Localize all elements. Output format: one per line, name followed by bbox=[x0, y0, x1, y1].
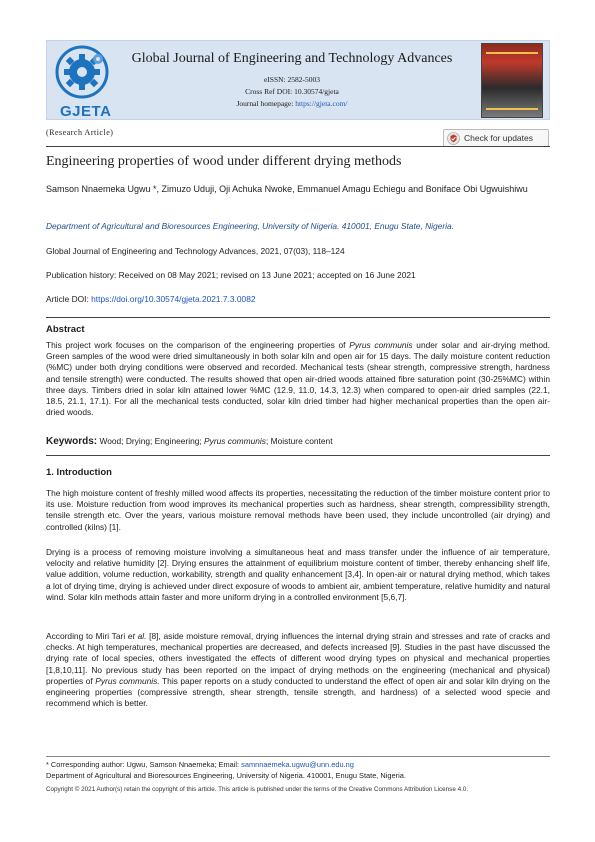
check-updates-icon bbox=[447, 132, 460, 145]
abstract-text: This project work focuses on the comparison of the engineering properties of Pyrus communis under solar and air-drying method. Green samples of the wood were dried simultaneously in both solar kiln and open air for 15 days. The daily moisture content reduction (%MC) under both drying conditions were observed and recorded. Mechanical tests (shear strength, compressive strength, hardness and tensile strength) were conducted. The results showed that open air-dried woods attained fibre saturation point (30-25%MC) within three days. Timbers dried in solar kiln attained lower %MC (12.9, 11.0, 14.3, 12.3) when compared to open-air dried samples (22.1, 18.5, 21.1, 17.1). For all the mechanical tests conducted, solar kiln dried timber had higher mechanical properties than the open air-dried woods. bbox=[46, 340, 550, 418]
journal-title: Global Journal of Engineering and Technology Advances bbox=[131, 51, 453, 66]
corresponding-author: * Corresponding author: Ugwu, Samson Nnaemeka; Email: samnnaemeka.ugwu@unn.edu.ng bbox=[46, 760, 354, 769]
journal-header bbox=[46, 40, 550, 120]
doi-label: Article DOI: bbox=[46, 294, 92, 304]
species-name: Pyrus communis bbox=[349, 340, 413, 350]
keywords: Keywords: Wood; Drying; Engineering; Pyrus communis; Moisture content bbox=[46, 436, 333, 447]
keywords-label: Keywords: bbox=[46, 436, 98, 447]
publication-history: Publication history: Received on 08 May 2021; revised on 13 June 2021; accepted on 16 June 2021 bbox=[46, 270, 416, 280]
cover-stripe bbox=[486, 108, 538, 110]
intro-paragraph-3: According to Miri Tari et al. [8], aside moisture removal, drying influences the internal drying strain and stresses and rate of cracks and checks. At high temperatures, mechanical properties are decreased, and defects increased [9]. Studies in the past have discussed the drying rate of local species, others investigated the effects of different wood drying types on physical and mechanical properties [1,8,10,11]. No previous study has been reported on the impact of drying methods on the engineering (mechanical and physical) properties of Pyrus communis. This paper reports on a study conducted to understand the effect of open air and solar kiln drying on the engineering properties (compressive strength, shear strength, tensile strength, and hardness) of a selected wood specie and recommend which is better. bbox=[46, 631, 550, 709]
logo-text: GJETA bbox=[60, 103, 112, 120]
species-name: Pyrus communis bbox=[204, 436, 266, 446]
intro-paragraph-1: The high moisture content of freshly milled wood affects its properties, necessitating the reduction of the timber moisture content prior to its use. Moisture reduction from wood improves its mechanical properties such as hardness, shear strength, compressibility strength, tensile strength etc. Over the years, various moisture removal methods have been used, they include uncontrolled (air drying) and controlled (kilns) [1]. bbox=[46, 488, 550, 532]
check-updates-label: Check for updates bbox=[464, 133, 533, 143]
journal-homepage bbox=[117, 99, 467, 108]
cover-stripe bbox=[486, 52, 538, 54]
affiliation: Department of Agricultural and Bioresources Engineering, University of Nigeria. 410001, Enugu State, Nigeria. bbox=[46, 221, 454, 231]
eissn: eISSN: 2582-5003 bbox=[263, 75, 321, 84]
homepage-link[interactable]: https://gjeta.com/ bbox=[295, 99, 348, 108]
doi-link[interactable]: https://doi.org/10.30574/gjeta.2021.7.3.0082 bbox=[91, 294, 256, 304]
citation: Global Journal of Engineering and Technology Advances, 2021, 07(03), 118–124 bbox=[46, 246, 345, 256]
copyright-notice: Copyright © 2021 Author(s) retain the copyright of this article. This article is published under the terms of the Creative Commons Attribution License 4.0. bbox=[46, 786, 469, 793]
author-email-link[interactable]: samnnaemeka.ugwu@unn.edu.ng bbox=[241, 760, 354, 769]
homepage-label: Journal homepage: bbox=[236, 99, 296, 108]
gjeta-logo bbox=[52, 45, 114, 120]
check-for-updates-button[interactable] bbox=[443, 129, 549, 147]
abstract-heading: Abstract bbox=[46, 324, 85, 335]
divider bbox=[46, 455, 550, 456]
article-type: (Research Article) bbox=[46, 128, 114, 137]
species-name: Pyrus communis. bbox=[95, 675, 160, 686]
footnote-divider bbox=[46, 756, 550, 757]
authors: Samson Nnaemeka Ugwu *, Zimuzo Uduji, Oji Achuka Nwoke, Emmanuel Amagu Echiegu and Boniface Obi Ugwuishiwu bbox=[46, 184, 528, 194]
gear-icon bbox=[52, 45, 114, 103]
article-doi bbox=[46, 294, 550, 305]
footnote-affiliation: Department of Agricultural and Bioresources Engineering, University of Nigeria. 410001, Enugu State, Nigeria. bbox=[46, 771, 406, 780]
crossref-doi: Cross Ref DOI: 10.30574/gjeta bbox=[245, 87, 339, 96]
section-heading-introduction: 1. Introduction bbox=[46, 467, 112, 478]
intro-paragraph-2: Drying is a process of removing moisture involving a simultaneous heat and mass transfer under the influence of air temperature, velocity and relative humidity [2]. Drying ensures the attainment of equilibrium moisture content of timber, thereby enhancing shelf life, value addition, volume reduction, workability, strength and quality enhancement [3,4]. In open-air or natural drying method, which takes a lot of drying time, drying is achieved under direct exposure of woods to ambient air, ambient temperature, relative humidity and natural wind. Solar kiln methods attain faster and more uniform drying in a controlled environment [5,6,7]. bbox=[46, 547, 550, 602]
divider bbox=[46, 146, 550, 147]
divider bbox=[46, 317, 550, 318]
article-title: Engineering properties of wood under different drying methods bbox=[46, 154, 402, 169]
journal-cover-image bbox=[481, 43, 543, 118]
